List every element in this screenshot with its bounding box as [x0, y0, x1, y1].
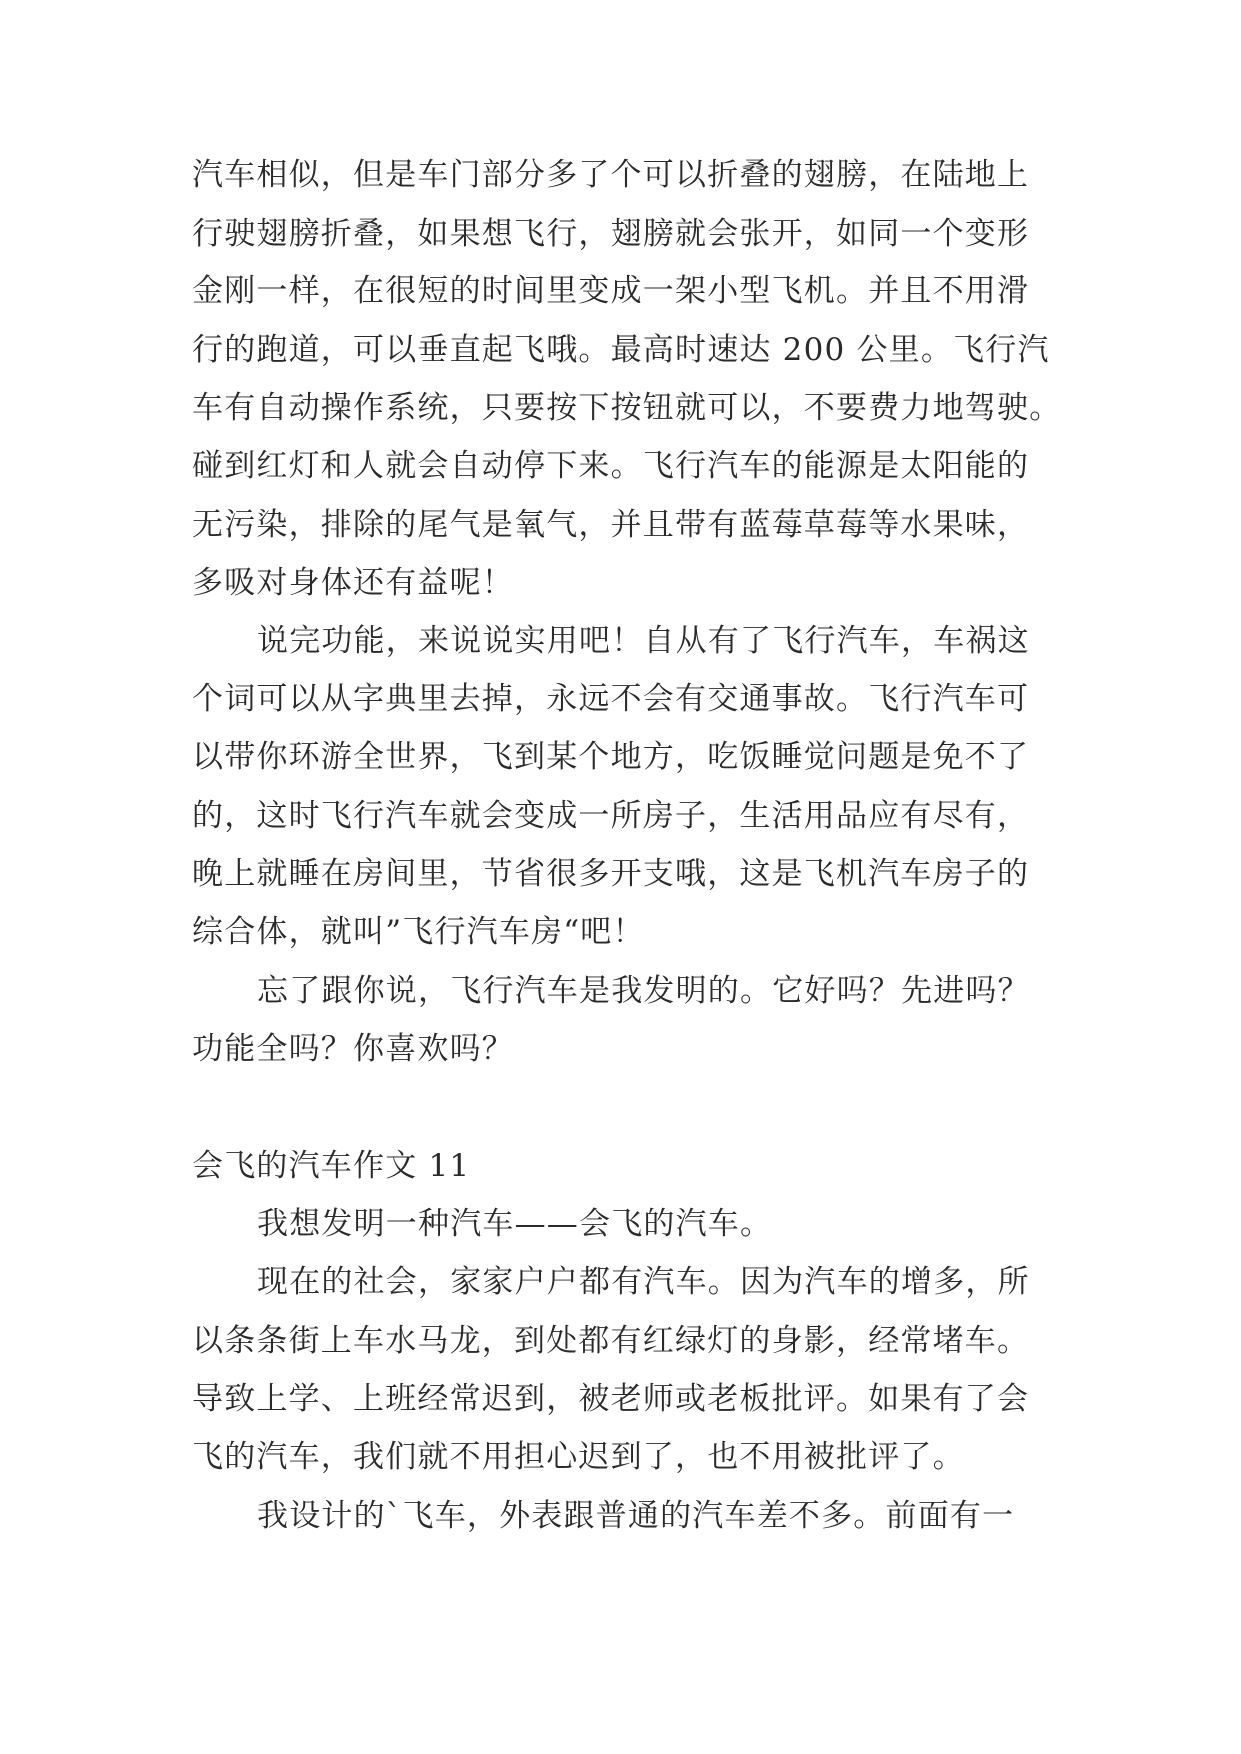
text-line: 金刚一样，在很短的时间里变成一架小型飞机。并且不用滑 — [192, 273, 1030, 309]
text-line: 以条条街上车水马龙，到处都有红绿灯的身影，经常堵车。 — [192, 1323, 1030, 1359]
text-line: 以带你环游全世界，飞到某个地方，吃饭睡觉问题是免不了 — [192, 739, 1030, 775]
text-line: 无污染，排除的尾气是氧气，并且带有蓝莓草莓等水果味， — [192, 507, 1030, 543]
text-line: 个词可以从字典里去掉，永远不会有交通事故。飞行汽车可 — [192, 681, 1030, 717]
text-line: 综合体，就叫”飞行汽车房“吧！ — [192, 914, 645, 950]
text-line: 的，这时飞行汽车就会变成一所房子，生活用品应有尽有， — [192, 798, 1030, 834]
text-line: 晚上就睡在房间里，节省很多开支哦，这是飞机汽车房子的 — [192, 856, 1030, 892]
text-line: 功能全吗？你喜欢吗？ — [192, 1031, 514, 1067]
text-line: 行的跑道，可以垂直起飞哦。最高时速达 200 公里。飞行汽 — [192, 332, 1050, 368]
paragraph-first-line: 现在的社会，家家户户都有汽车。因为汽车的增多，所 — [257, 1264, 1030, 1300]
text-line: 导致上学、上班经常迟到，被老师或老板批评。如果有了会 — [192, 1381, 1030, 1417]
paragraph-first-line: 我想发明一种汽车——会飞的汽车。 — [257, 1206, 773, 1242]
text-line: 碰到红灯和人就会自动停下来。飞行汽车的能源是太阳能的 — [192, 448, 1030, 484]
text-line: 汽车相似，但是车门部分多了个可以折叠的翅膀，在陆地上 — [192, 157, 1030, 193]
paragraph-first-line: 我设计的`飞车，外表跟普通的汽车差不多。前面有一 — [257, 1498, 1015, 1534]
paragraph-first-line: 说完功能，来说说实用吧！自从有了飞行汽车，车祸这 — [257, 623, 1030, 659]
text-line: 车有自动操作系统，只要按下按钮就可以，不要费力地驾驶。 — [192, 390, 1062, 426]
text-line: 行驶翅膀折叠，如果想飞行，翅膀就会张开，如同一个变形 — [192, 216, 1030, 252]
text-line: 飞的汽车，我们就不用担心迟到了，也不用被批评了。 — [192, 1439, 965, 1475]
section-title: 会飞的汽车作文 11 — [192, 1148, 471, 1184]
text-line: 多吸对身体还有益呢！ — [192, 565, 514, 601]
paragraph-first-line: 忘了跟你说，飞行汽车是我发明的。它好吗？先进吗？ — [257, 973, 1030, 1009]
